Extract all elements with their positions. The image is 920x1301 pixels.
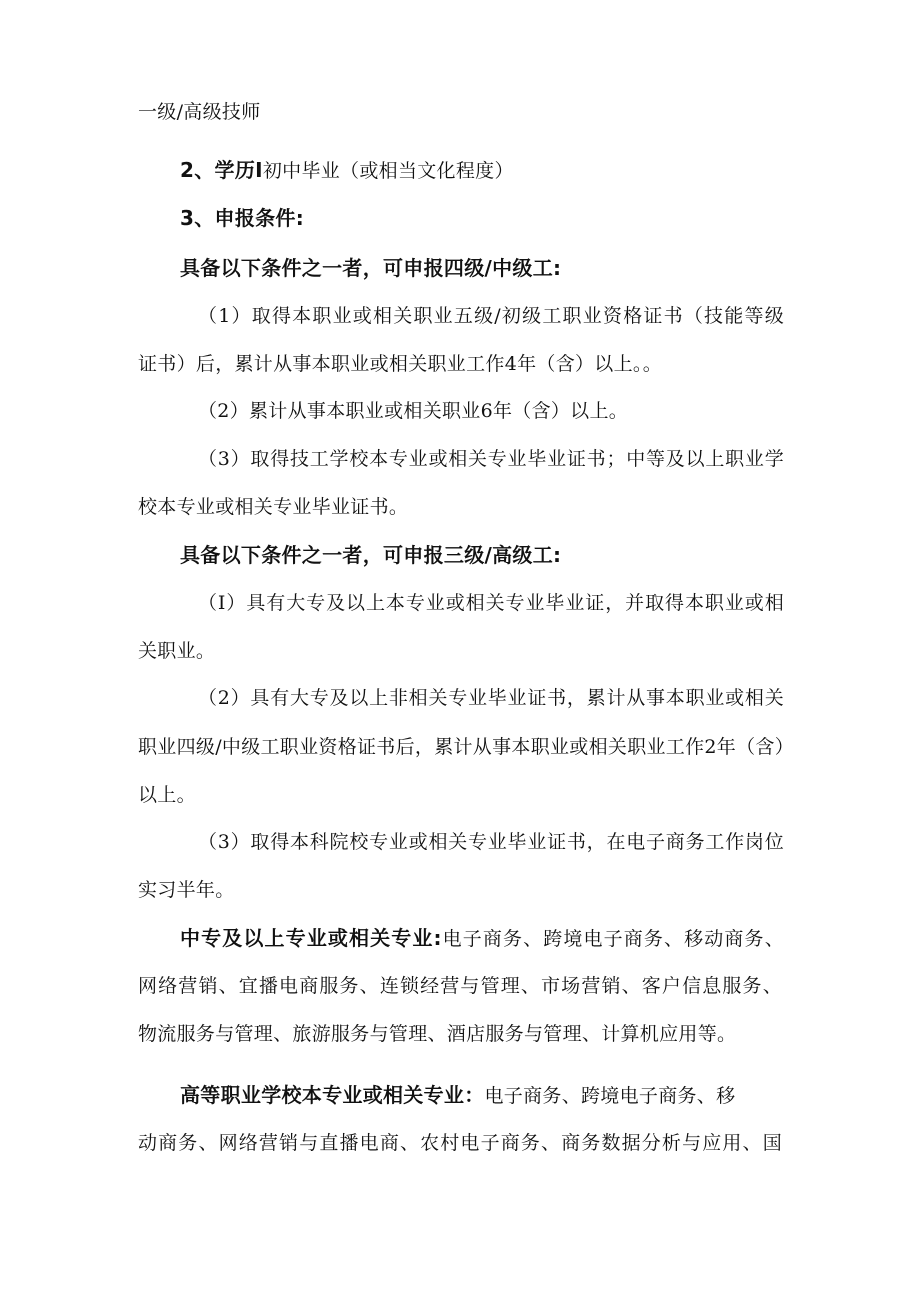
higher-majors-label: 高等职业学校本专业或相关专业： [180,1083,485,1107]
level3-item3-line2: 实习半年。 [138,879,235,901]
higher-majors-text: 电子商务、跨境电子商务、移 [484,1085,736,1107]
line-top: 一级/高级技师 [138,101,261,123]
level4-item1-line2: 证书）后，累计从事本职业或相关职业工作4年（含）以上。。 [138,353,662,375]
secondary-majors-line2: 网络营销、宜播电商服务、连锁经营与管理、市场营销、客户信息服务、 [138,975,782,997]
education-label: 2、学历I [180,158,263,182]
education-text: 初中毕业（或相当文化程度） [262,160,514,182]
level4-item3-line2: 校本专业或相关专业毕业证书。 [138,496,409,518]
higher-majors-line1 [180,1083,735,1108]
level3-item1-line2: 关职业。 [138,640,216,662]
secondary-majors-line1 [180,926,784,951]
level4-heading: 具备以下条件之一者，可申报四级/中级工: [180,256,562,280]
level4-item1-line1: （1）取得本职业或相关职业五级/初级工职业资格证书（技能等级 [198,305,784,327]
level4-item2: （2）累计从事本职业或相关职业6年（含）以上。 [198,400,629,422]
secondary-majors-text: 电子商务、跨境电子商务、移动商务、 [441,928,784,950]
level3-item2-line1: （2）具有大专及以上非相关专业毕业证书，累计从事本职业或相关 [198,687,784,709]
secondary-majors-line3: 物流服务与管理、旅游服务与管理、酒店服务与管理、计算机应用等。 [138,1023,737,1045]
level3-item2-line3: 以上。 [138,784,196,806]
level4-item3-line1: （3）取得技工学校本专业或相关专业毕业证书；中等及以上职业学 [198,448,784,470]
level3-item3-line1: （3）取得本科院校专业或相关专业毕业证书，在电子商务工作岗位 [198,831,784,853]
higher-majors-line2: 动商务、网络营销与直播电商、农村电子商务、商务数据分析与应用、国 [138,1132,782,1154]
conditions-heading: 3、申报条件: [180,206,305,230]
education-line [180,158,514,183]
level3-item1-line1: （I）具有大专及以上本专业或相关专业毕业证，并取得本职业或相 [198,592,784,614]
level3-heading: 具备以下条件之一者，可申报三级/高级工: [180,543,562,567]
level3-item2-line2: 职业四级/中级工职业资格证书后，累计从事本职业或相关职业工作2年（含） [138,736,794,758]
secondary-majors-label: 中专及以上专业或相关专业: [180,926,442,950]
